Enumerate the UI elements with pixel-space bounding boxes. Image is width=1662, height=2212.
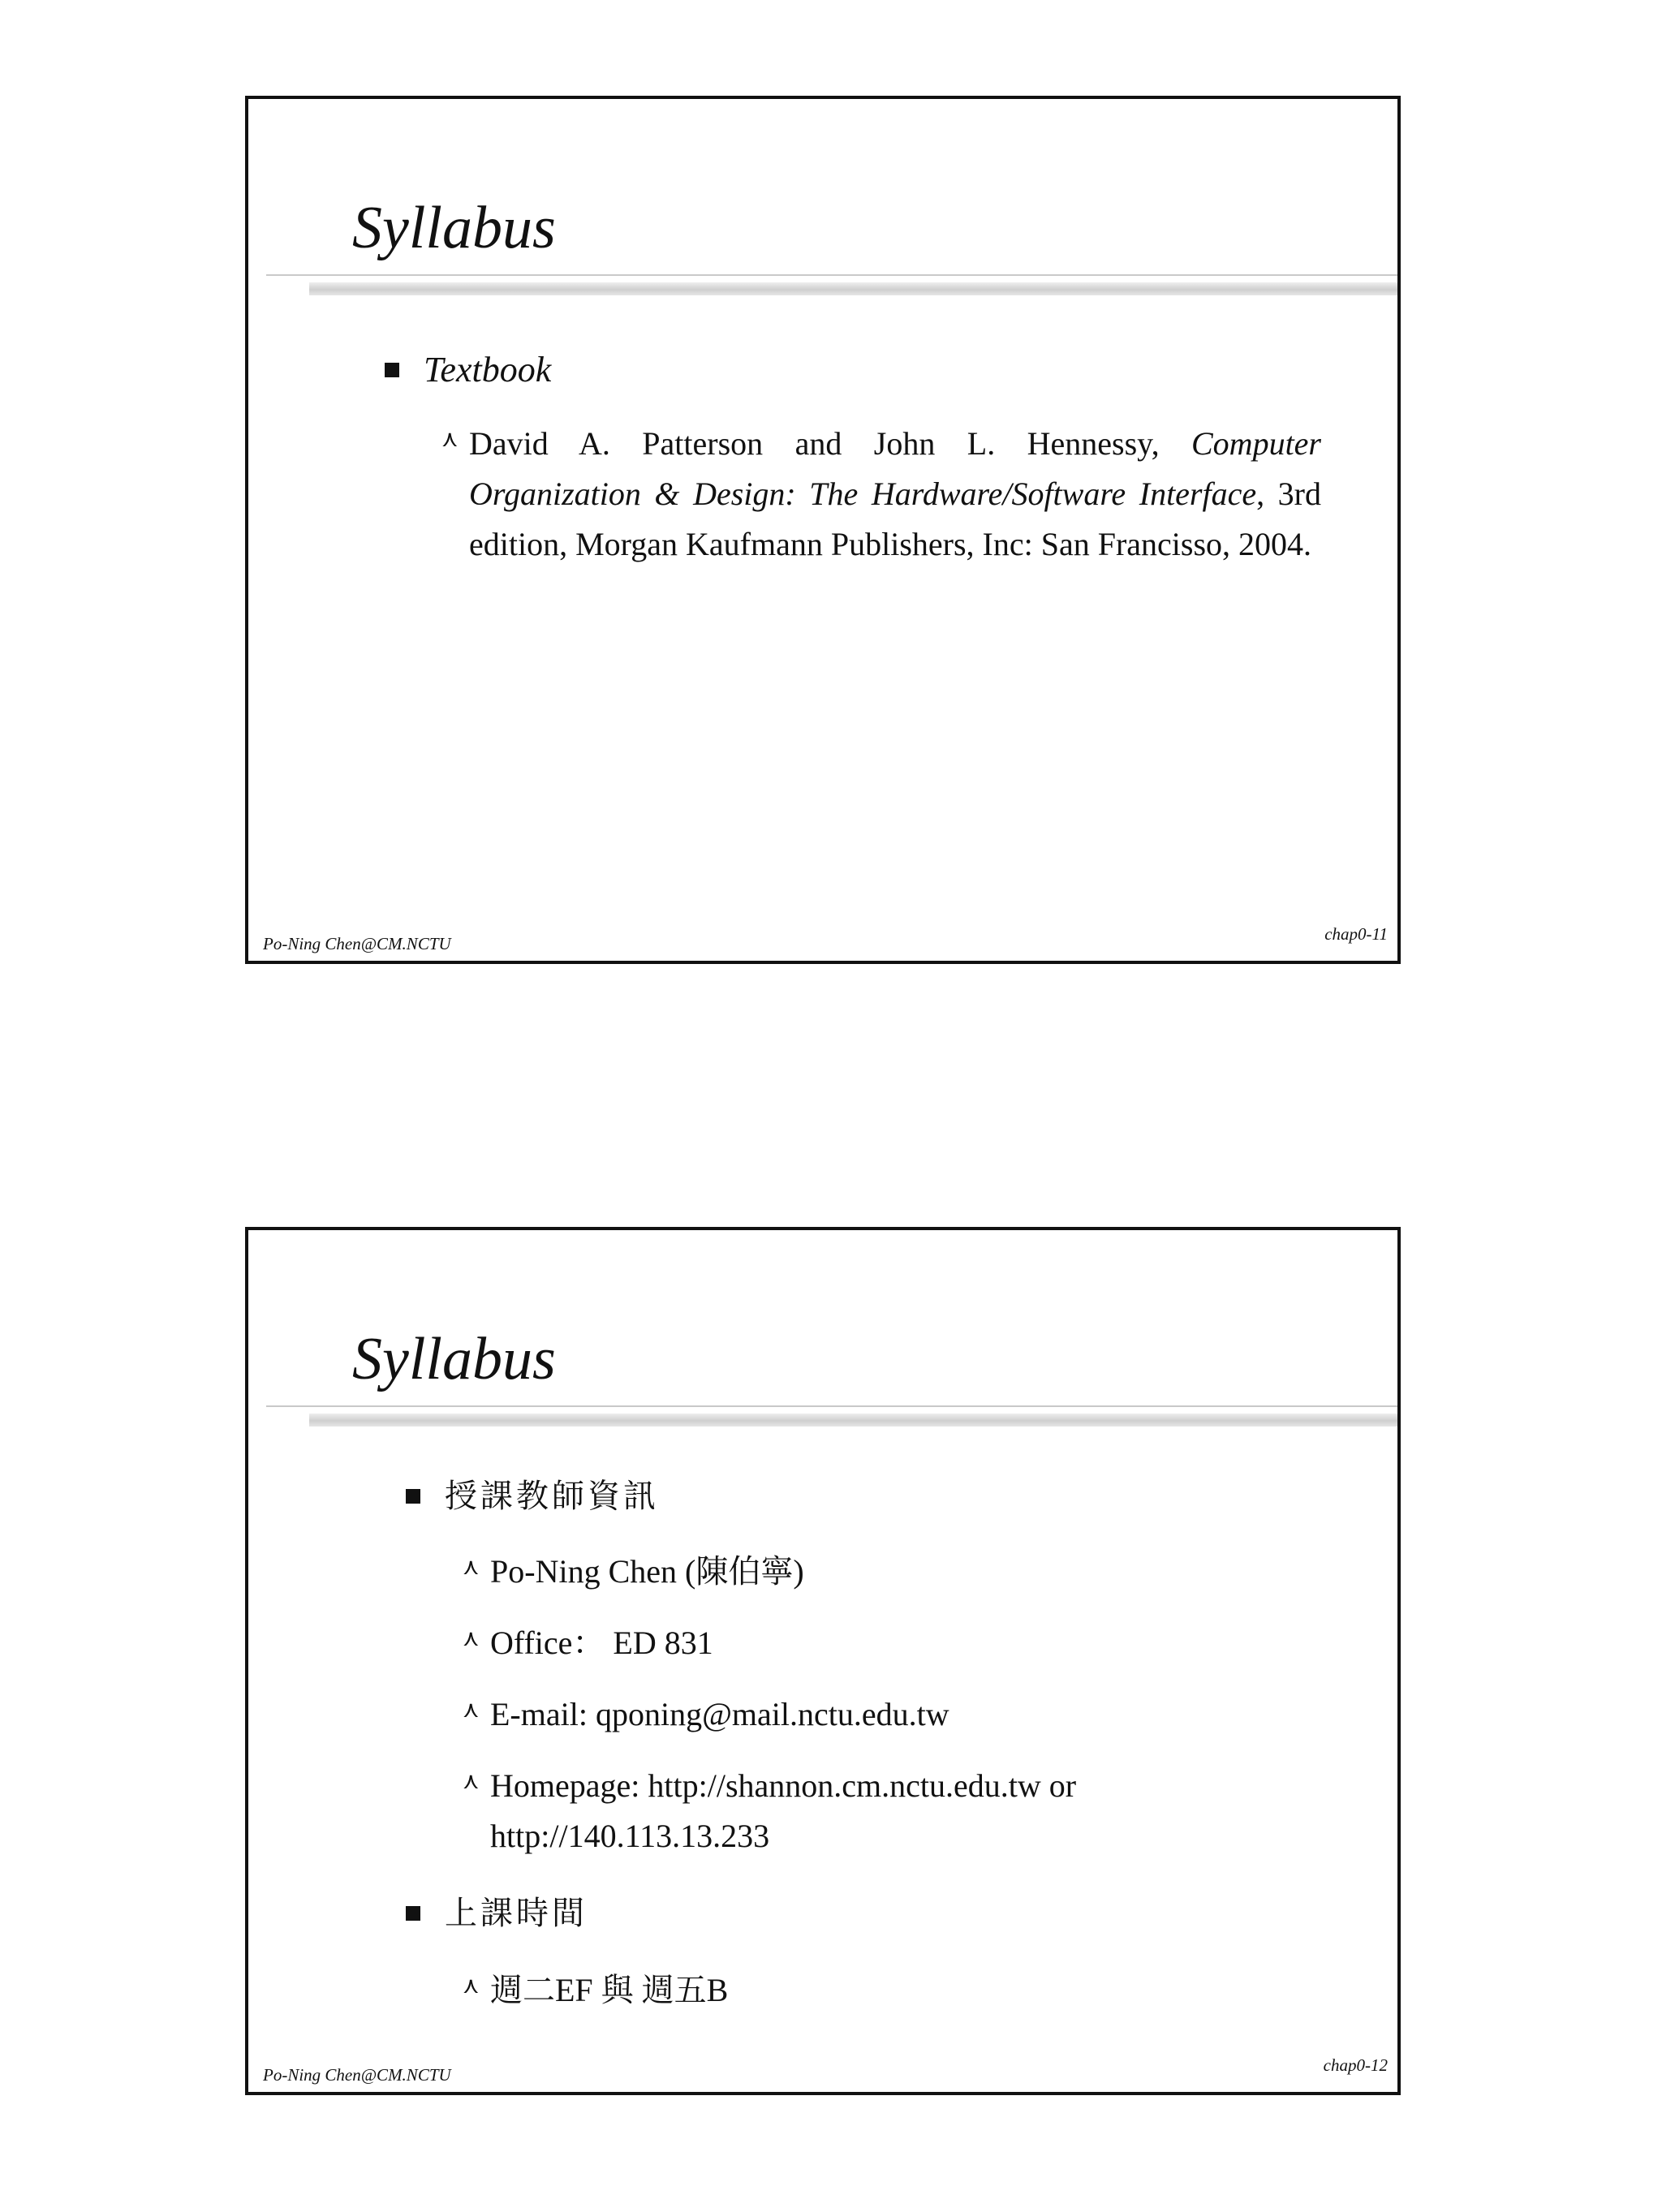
class-time-slot: ⋏ 週二EF 與 週五B (463, 1965, 728, 2016)
citation-details: , 3rd edition, Morgan Kaufmann Publishers, Inc: San Francisso, 2004. (469, 476, 1321, 562)
slide-title: Syllabus (352, 195, 556, 261)
footer-page-number: chap0-12 (1323, 2055, 1388, 2075)
citation-authors: David A. Patterson and John L. Hennessy, (469, 425, 1191, 462)
instructor-office: ⋏ Office： ED 831 (463, 1618, 713, 1668)
arrow-bullet-icon: ⋏ (441, 425, 459, 452)
bullet-instructor-info (406, 1480, 659, 1513)
arrow-bullet-icon: ⋏ (463, 1696, 480, 1723)
bullet-label: 上課時間 (445, 1895, 588, 1932)
arrow-bullet-icon: ⋏ (463, 1553, 480, 1580)
slide-chap0-12 (245, 1227, 1401, 2095)
square-bullet-icon (406, 1906, 420, 1921)
instructor-name: ⋏ Po-Ning Chen (陳伯寧) (463, 1547, 804, 1597)
footer-author: Po-Ning Chen@CM.NCTU (263, 2065, 451, 2085)
arrow-bullet-icon: ⋏ (463, 1767, 480, 1794)
square-bullet-icon (385, 363, 399, 377)
square-bullet-icon (406, 1489, 420, 1504)
title-divider-thin (266, 274, 1397, 276)
title-divider-thin (266, 1405, 1397, 1407)
slide-title: Syllabus (352, 1326, 556, 1392)
footer-page-number: chap0-11 (1324, 924, 1388, 944)
arrow-bullet-icon: ⋏ (463, 1972, 480, 1999)
title-divider-thick (309, 282, 1397, 295)
bullet-class-time (406, 1897, 588, 1930)
arrow-bullet-icon: ⋏ (463, 1625, 480, 1651)
footer-author: Po-Ning Chen@CM.NCTU (263, 934, 451, 953)
bullet-textbook (385, 352, 551, 388)
slide-chap0-11 (245, 96, 1401, 964)
citation-book-title: Computer Organization & Design: The Hardware/Software Interface (469, 425, 1321, 512)
instructor-email: ⋏ E-mail: qponing@mail.nctu.edu.tw (463, 1689, 949, 1740)
bullet-label: 授課教師資訊 (445, 1478, 659, 1515)
citation-text (469, 419, 1321, 570)
title-divider-thick (309, 1414, 1397, 1427)
instructor-homepage: ⋏ Homepage: http://shannon.cm.nctu.edu.tw or http://140.113.13.233 (463, 1761, 1156, 1861)
textbook-citation (441, 419, 1350, 570)
bullet-label: Textbook (424, 350, 552, 389)
